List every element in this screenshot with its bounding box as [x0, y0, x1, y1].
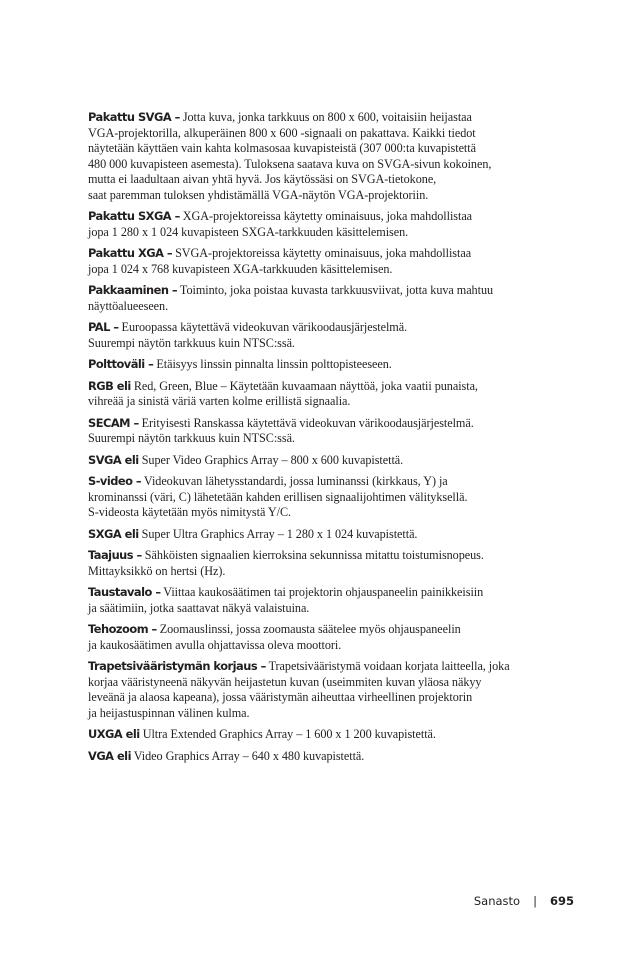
glossary-term: Tehozoom – — [88, 621, 157, 636]
glossary-entry — [88, 527, 578, 543]
glossary-definition-line: ja heijastuspinnan välinen kulma. — [88, 705, 250, 720]
glossary-definition-line: VGA-projektorilla, alkuperäinen 800 x 600 -signaali on pakattava. Kaikki tiedot — [88, 125, 476, 140]
glossary-term: VGA eli — [88, 748, 131, 763]
glossary-definition-line: Etäisyys linssin pinnalta linssin polttopisteeseen. — [156, 357, 392, 372]
glossary-definition-line: saat paremman tuloksen yhdistämällä VGA-näytön VGA-projektoriin. — [88, 187, 429, 202]
glossary-definition-line: ja säätimiin, jotka saattavat näkyä valaistuina. — [88, 600, 310, 615]
glossary-term: SXGA eli — [88, 526, 139, 541]
glossary-content — [88, 110, 578, 770]
glossary-definition-line: XGA-projektoreissa käytetty ominaisuus, joka mahdollistaa — [182, 209, 473, 224]
glossary-definition-line: Suurempi näytön tarkkuus kuin NTSC:ssä. — [88, 335, 295, 350]
glossary-definition-line: Euroopassa käytettävä videokuvan värikoodausjärjestelmä. — [121, 320, 408, 335]
page-footer — [474, 894, 574, 908]
glossary-definition-line: jopa 1 024 x 768 kuvapisteen XGA-tarkkuuden käsittelemisen. — [88, 261, 393, 276]
glossary-entry — [88, 727, 578, 743]
glossary-definition-line: Trapetsivääristymä voidaan korjata laitteella, joka — [268, 658, 510, 673]
glossary-term: RGB eli — [88, 378, 131, 393]
footer-separator: | — [533, 894, 537, 908]
glossary-entry — [88, 357, 578, 373]
glossary-term: S-video – — [88, 474, 142, 489]
glossary-entry — [88, 209, 578, 240]
glossary-entry — [88, 283, 578, 314]
glossary-term: Pakkaaminen – — [88, 283, 178, 298]
glossary-term: SVGA eli — [88, 452, 139, 467]
glossary-term: Pakattu XGA – — [88, 246, 173, 261]
glossary-definition-line: mutta ei laadultaan aivan yhtä hyvä. Jos käytössäsi on SVGA-tietokone, — [88, 172, 437, 187]
glossary-definition-line: Erityisesti Ranskassa käytettävä videokuvan värikoodausjärjestelmä. — [141, 415, 474, 430]
footer-section-title: Sanasto — [473, 894, 521, 908]
glossary-entry — [88, 548, 578, 579]
glossary-entry — [88, 585, 578, 616]
glossary-entry — [88, 659, 578, 721]
glossary-entry — [88, 246, 578, 277]
page-number: 695 — [549, 894, 574, 908]
glossary-term: Polttoväli – — [88, 357, 154, 372]
glossary-definition-line: näyttöalueeseen. — [88, 298, 169, 313]
glossary-definition-line: Sähköisten signaalien kierroksina sekunnissa mitattu toistumisnopeus. — [144, 548, 484, 563]
glossary-definition-line: vihreää ja sinistä väriä varten kolme erillistä signaalia. — [88, 394, 351, 409]
glossary-definition-line: jopa 1 280 x 1 024 kuvapisteen SXGA-tarkkuuden käsittelemisen. — [88, 224, 409, 239]
glossary-term: Trapetsivääristymän korjaus – — [88, 658, 266, 673]
glossary-definition-line: Jotta kuva, jonka tarkkuus on 800 x 600, voitaisiin heijastaa — [182, 110, 472, 124]
glossary-definition-line: Videokuvan lähetysstandardi, jossa luminanssi (kirkkaus, Y) ja — [143, 474, 448, 489]
glossary-definition-line: Toiminto, joka poistaa kuvasta tarkkuusviivat, jotta kuva mahtuu — [179, 283, 494, 298]
glossary-definition-line: Super Video Graphics Array – 800 x 600 kuvapistettä. — [141, 452, 404, 467]
glossary-definition-line: Zoomauslinssi, jossa zoomausta säätelee myös ohjauspaneelin — [159, 621, 461, 636]
glossary-definition-line: Viittaa kaukosäätimen tai projektorin ohjauspaneelin painikkeisiin — [163, 585, 484, 599]
glossary-definition-line: SVGA-projektoreissa käytetty ominaisuus, joka mahdollistaa — [175, 246, 472, 261]
glossary-definition-line: näytetään käyttäen vain kahta kolmasosaa kuvapisteistä (307 000:ta kuvapistettä — [88, 141, 476, 156]
glossary-term: UXGA eli — [88, 727, 140, 742]
glossary-term: SECAM – — [88, 415, 139, 430]
glossary-definition-line: Ultra Extended Graphics Array – 1 600 x 1 200 kuvapistettä. — [142, 727, 436, 742]
glossary-term: Pakattu SXGA – — [88, 209, 180, 224]
glossary-definition-line: krominanssi (väri, C) lähetetään kahden erillisen signaalijohtimen välityksellä. — [88, 489, 468, 504]
glossary-term: PAL – — [88, 320, 119, 335]
glossary-definition-line: leveänä ja alaosa kapeana), jossa vääristymän aiheuttaa virheellinen projektorin — [88, 690, 473, 705]
glossary-definition-line: ja kaukosäätimen avulla ohjattavissa oleva moottori. — [88, 637, 342, 652]
glossary-definition-line: Red, Green, Blue – Käytetään kuvaamaan näyttöä, joka vaatii punaista, — [133, 378, 478, 393]
glossary-definition-line: korjaa vääristyneenä näkyvän heijastetun kuvan (useimmiten kuvan yläosa näkyy — [88, 674, 482, 689]
glossary-definition-line: Super Ultra Graphics Array – 1 280 x 1 024 kuvapistettä. — [141, 526, 418, 541]
glossary-entry — [88, 416, 578, 447]
glossary-entry — [88, 622, 578, 653]
glossary-entry — [88, 379, 578, 410]
glossary-entry — [88, 453, 578, 469]
glossary-definition-line: 480 000 kuvapisteen asemesta). Tuloksena saatava kuva on SVGA-sivun kokoinen, — [88, 156, 492, 171]
glossary-term: Taajuus – — [88, 548, 142, 563]
glossary-term: Taustavalo – — [88, 585, 161, 599]
glossary-definition-line: S-videosta käytetään myös nimitystä Y/C. — [88, 505, 292, 520]
glossary-entry — [88, 749, 578, 765]
glossary-definition-line: Video Graphics Array – 640 x 480 kuvapistettä. — [133, 748, 365, 763]
glossary-definition-line: Mittayksikkö on hertsi (Hz). — [88, 563, 226, 578]
glossary-entry — [88, 474, 578, 521]
glossary-entry — [88, 110, 578, 204]
glossary-definition-line: Suurempi näytön tarkkuus kuin NTSC:ssä. — [88, 431, 295, 446]
glossary-entry — [88, 320, 578, 351]
glossary-term: Pakattu SVGA – — [88, 110, 180, 124]
